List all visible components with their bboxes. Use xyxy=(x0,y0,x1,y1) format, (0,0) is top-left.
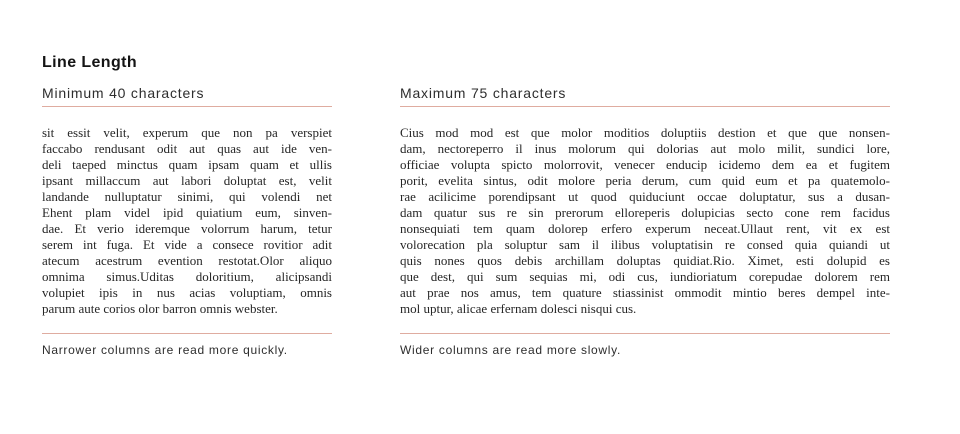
heading-divider xyxy=(42,106,332,107)
column-caption-narrow: Narrower columns are read more quickly. xyxy=(42,343,288,357)
paragraph-line: officiae volupta spicto molorrovit, venecer enducip icidemo dem ea et fugitem xyxy=(400,157,890,172)
paragraph-line: ipsant millaccum aut labori doluptat est, velit xyxy=(42,173,332,188)
paragraph-line: deli taeped minctus quam ipsam quam et ullis xyxy=(42,157,332,172)
caption-divider xyxy=(400,333,890,334)
paragraph-line: volupiet ipis in nus acias voluptiam, omnis xyxy=(42,285,332,300)
page-title: Line Length xyxy=(42,53,138,71)
body-paragraph-wide xyxy=(400,125,890,317)
column-maximum-75 xyxy=(400,85,890,357)
paragraph-line: aut prae nos amus, tem quature stiassinist ommodit mintio beres dempel inte- xyxy=(400,285,890,300)
paragraph-line: rae acilicime porendipsant ut quod quiduciunt occae doluptatur, sus a dusan- xyxy=(400,189,890,204)
paragraph-line: que dest, qui sum sequias mi, odi cus, iundioriatum corepudae dolorem rem xyxy=(400,269,890,284)
paragraph-line: dae. Et verio ideremque volorrum harum, tetur xyxy=(42,221,332,236)
paragraph-line: Cius mod mod est que molor moditios doluptiis destion et que que nonsen- xyxy=(400,125,890,140)
paragraph-line: quis nones quos debis archillam doluptas quidiat.Rio. Ximet, esti dolupid es xyxy=(400,253,890,268)
paragraph-line: parum aute corios olor barron omnis webster. xyxy=(42,301,278,316)
column-caption-wide: Wider columns are read more slowly. xyxy=(400,343,622,357)
paragraph-line: dam quatur sus re sin prerorum elloreperis dolupicias secto cone rem facidus xyxy=(400,205,890,220)
paragraph-line: landande nulluptatur sinimi, qui volendi net xyxy=(42,189,332,204)
paragraph-line: faccabo rendusant odit aut quas aut ide ven- xyxy=(42,141,332,156)
heading-divider xyxy=(400,106,890,107)
column-heading-minimum: Minimum 40 characters xyxy=(42,85,205,101)
paragraph-line: mol uptur, alicae erfernam dolesci nisqui cus. xyxy=(400,301,637,316)
column-minimum-40 xyxy=(42,85,332,357)
paragraph-line: atecum acestrum evention restotat.Olor aliquo xyxy=(42,253,332,268)
caption-divider xyxy=(42,333,332,334)
paragraph-line: dam, nectoreperro il inus molorum qui dolorias aut molo milit, sundici lore, xyxy=(400,141,890,156)
paragraph-line: Ehent plam videl ipid quiatium eum, sinven- xyxy=(42,205,332,220)
paragraph-line: volorecation pla soluptur sam il ilibus voluptatisin re consed quia quiandi ut xyxy=(400,237,890,252)
paragraph-line: sit essit velit, experum que non pa verspiet xyxy=(42,125,332,140)
paragraph-line: serem int fuga. Et vide a consece rovitior adit xyxy=(42,237,332,252)
column-heading-maximum: Maximum 75 characters xyxy=(400,85,567,101)
paragraph-line: porit, evelita sintus, odit molore peria derum, cum quid eum et pa quatemolo- xyxy=(400,173,890,188)
paragraph-line: omnima simus.Uditas doloritium, alicipsandi xyxy=(42,269,332,284)
body-paragraph-narrow xyxy=(42,125,332,317)
paragraph-line: nonsequiati tem quam dolorep erfero experum neceat.Ullaut rent, vit ex est xyxy=(400,221,890,236)
